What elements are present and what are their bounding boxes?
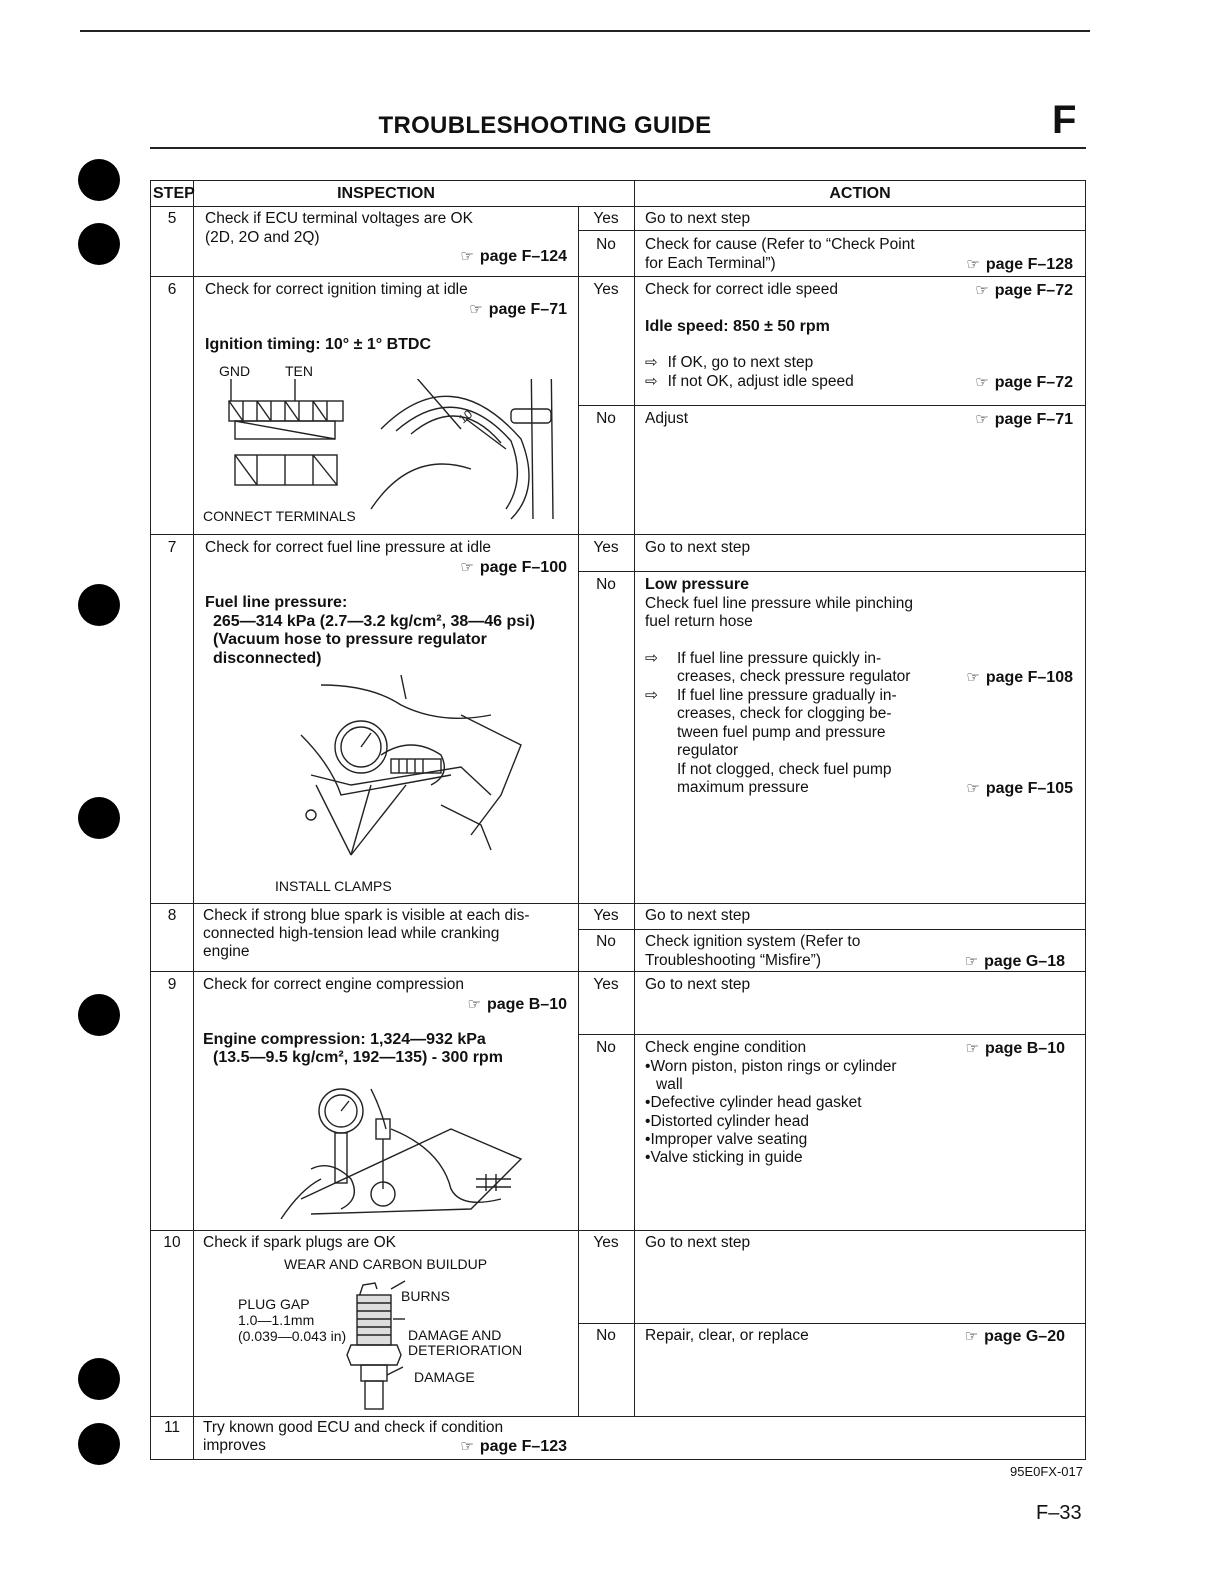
pointer-icon: ☞ bbox=[469, 301, 483, 318]
pointer-icon: ☞ bbox=[975, 411, 989, 428]
header-step: STEP bbox=[153, 185, 195, 202]
page-reference: ☞ page F–123 bbox=[460, 1438, 567, 1455]
page-title: TROUBLESHOOTING GUIDE bbox=[378, 112, 712, 139]
action-text: for Each Terminal”) bbox=[645, 255, 776, 272]
row-divider bbox=[151, 1416, 1085, 1417]
step-number: 6 bbox=[167, 281, 177, 298]
row-divider bbox=[578, 929, 1085, 930]
step-number: 7 bbox=[167, 539, 177, 556]
inspection-text: Try known good ECU and check if condition bbox=[203, 1419, 504, 1436]
figure-label: 1.0—1.1mm bbox=[238, 1312, 315, 1328]
inspection-text: Check if ECU terminal voltages are OK bbox=[205, 210, 473, 227]
spec-text: (13.5—9.5 kg/cm², 192—135) - 300 rpm bbox=[213, 1049, 503, 1066]
no-label: No bbox=[596, 1327, 616, 1344]
no-label: No bbox=[596, 1039, 616, 1056]
action-text: creases, check for clogging be- bbox=[677, 705, 892, 722]
inspection-text: engine bbox=[203, 943, 250, 960]
spec-text: Ignition timing: 10° ± 1° BTDC bbox=[205, 336, 432, 353]
figure-caption: CONNECT TERMINALS bbox=[203, 508, 356, 524]
figure-label: GND bbox=[219, 363, 251, 379]
yes-label: Yes bbox=[593, 907, 619, 924]
page-reference: ☞ page F–72 bbox=[975, 282, 1073, 299]
page-reference: ☞ page B–10 bbox=[467, 996, 567, 1013]
figure-caption: INSTALL CLAMPS bbox=[275, 878, 392, 894]
action-text: creases, check pressure regulator bbox=[677, 668, 911, 685]
action-text: Go to next step bbox=[645, 539, 751, 556]
pointer-icon: ☞ bbox=[467, 996, 481, 1013]
pointer-icon: ☞ bbox=[460, 1438, 474, 1455]
pointer-icon: ☞ bbox=[964, 953, 979, 970]
step-number: 5 bbox=[167, 210, 177, 227]
figure-code: 95E0FX-017 bbox=[1010, 1464, 1083, 1479]
title-rule bbox=[150, 147, 1086, 149]
action-text: If not clogged, check fuel pump bbox=[677, 761, 892, 778]
pointer-icon: ☞ bbox=[966, 669, 980, 686]
arrow-icon: ⇨ bbox=[645, 354, 658, 371]
action-title: Low pressure bbox=[645, 576, 750, 593]
yes-label: Yes bbox=[593, 1234, 619, 1251]
troubleshooting-table bbox=[150, 180, 1086, 1460]
page-reference: ☞ page F–108 bbox=[966, 669, 1073, 686]
figure-title: WEAR AND CARBON BUILDUP bbox=[284, 1256, 488, 1272]
inspection-text: (2D, 2O and 2Q) bbox=[205, 229, 320, 246]
step-number: 9 bbox=[167, 976, 177, 993]
row-divider bbox=[578, 1323, 1085, 1324]
row-divider bbox=[578, 1034, 1085, 1035]
action-text: Repair, clear, or replace bbox=[645, 1327, 809, 1344]
page-reference: ☞ page G–18 bbox=[964, 953, 1065, 970]
timing-mark-label: 10 bbox=[455, 406, 476, 427]
spec-text: 265—314 kPa (2.7—3.2 kg/cm², 38—46 psi) bbox=[213, 613, 535, 630]
inspection-text: improves bbox=[203, 1437, 266, 1454]
header-action: ACTION bbox=[829, 185, 891, 202]
row-divider bbox=[151, 276, 1085, 277]
page-reference: ☞ page F–105 bbox=[966, 780, 1073, 797]
list-item: •Distorted cylinder head bbox=[645, 1113, 809, 1130]
pointer-icon: ☞ bbox=[975, 282, 989, 299]
pointer-icon: ☞ bbox=[964, 1328, 979, 1345]
figure-label: (0.039—0.043 in) bbox=[238, 1328, 347, 1344]
yes-label: Yes bbox=[593, 210, 619, 227]
row-divider bbox=[151, 971, 1085, 972]
binder-hole bbox=[78, 584, 120, 626]
action-text: Go to next step bbox=[645, 976, 751, 993]
figure-label: DETERIORATION bbox=[408, 1342, 523, 1358]
binder-hole bbox=[78, 223, 120, 265]
figure-label: DAMAGE bbox=[414, 1369, 475, 1385]
action-text: fuel return hose bbox=[645, 613, 753, 630]
step-number: 8 bbox=[167, 907, 177, 924]
binder-hole bbox=[78, 797, 120, 839]
inspection-text: Check for correct engine compression bbox=[203, 976, 465, 993]
list-item: wall bbox=[656, 1076, 683, 1093]
inspection-text: Check for correct fuel line pressure at idle bbox=[205, 539, 492, 556]
step-number: 11 bbox=[163, 1419, 181, 1436]
header-inspection: INSPECTION bbox=[337, 185, 435, 202]
pointer-icon: ☞ bbox=[965, 1040, 979, 1057]
fuel-pressure-gauge-illustration bbox=[291, 675, 531, 875]
spec-text: (Vacuum hose to pressure regulator bbox=[213, 631, 487, 648]
spec-title: Fuel line pressure: bbox=[205, 594, 348, 611]
figure-label: BURNS bbox=[401, 1288, 451, 1304]
pointer-icon: ☞ bbox=[966, 780, 980, 797]
action-text: Go to next step bbox=[645, 210, 751, 227]
section-letter: F bbox=[1052, 98, 1077, 142]
figure-label: DAMAGE AND bbox=[408, 1327, 502, 1343]
spec-text: Engine compression: 1,324—932 kPa bbox=[203, 1031, 486, 1048]
action-text: Check fuel line pressure while pinching bbox=[645, 595, 913, 612]
inspection-text: connected high-tension lead while cranking bbox=[203, 925, 500, 942]
ignition-timing-illustration bbox=[221, 379, 571, 521]
figure-label: TEN bbox=[285, 363, 313, 379]
inspection-text: Check if spark plugs are OK bbox=[203, 1234, 396, 1251]
list-item: •Improper valve seating bbox=[645, 1131, 808, 1148]
action-text: maximum pressure bbox=[677, 779, 809, 796]
row-divider bbox=[578, 230, 1085, 231]
action-text: Check for cause (Refer to “Check Point bbox=[645, 236, 915, 253]
row-divider bbox=[151, 1230, 1085, 1231]
pointer-icon: ☞ bbox=[975, 374, 989, 391]
no-label: No bbox=[596, 410, 616, 427]
page-reference: ☞ page F–128 bbox=[966, 256, 1073, 273]
binder-hole bbox=[78, 994, 120, 1036]
action-text: regulator bbox=[677, 742, 739, 759]
spec-text: disconnected) bbox=[213, 650, 322, 667]
row-divider bbox=[151, 534, 1085, 535]
page-reference: ☞ page B–10 bbox=[965, 1040, 1065, 1057]
action-text: If fuel line pressure quickly in- bbox=[677, 650, 882, 667]
top-rule bbox=[80, 30, 1090, 32]
figure-label: PLUG GAP bbox=[238, 1296, 310, 1312]
action-text: Go to next step bbox=[645, 907, 751, 924]
pointer-icon: ☞ bbox=[460, 248, 474, 265]
page-reference: ☞ page G–20 bbox=[964, 1328, 1065, 1345]
action-text: If fuel line pressure gradually in- bbox=[677, 687, 897, 704]
step-number: 10 bbox=[163, 1234, 181, 1251]
no-label: No bbox=[596, 576, 616, 593]
action-text: Check engine condition bbox=[645, 1039, 807, 1056]
no-label: No bbox=[596, 933, 616, 950]
page-reference: ☞ page F–100 bbox=[460, 559, 567, 576]
action-text: tween fuel pump and pressure bbox=[677, 724, 886, 741]
pointer-icon: ☞ bbox=[460, 559, 474, 576]
action-text: Troubleshooting “Misfire”) bbox=[645, 952, 822, 969]
row-divider bbox=[578, 405, 1085, 406]
row-divider bbox=[151, 206, 1085, 207]
inspection-text: Check if strong blue spark is visible at each dis- bbox=[203, 907, 530, 924]
list-item: •Valve sticking in guide bbox=[645, 1149, 803, 1166]
action-text: Check for correct idle speed bbox=[645, 281, 838, 298]
binder-hole bbox=[78, 1423, 120, 1465]
no-label: No bbox=[596, 236, 616, 253]
row-divider bbox=[151, 903, 1085, 904]
row-divider bbox=[578, 571, 1085, 572]
arrow-icon: ⇨ bbox=[645, 650, 658, 667]
action-text: Adjust bbox=[645, 410, 689, 427]
list-item: •Defective cylinder head gasket bbox=[645, 1094, 862, 1111]
binder-hole bbox=[78, 1358, 120, 1400]
action-text: ⇨ If not OK, adjust idle speed bbox=[645, 373, 854, 390]
page-reference: ☞ page F–124 bbox=[460, 248, 567, 265]
page-reference: ☞ page F–71 bbox=[975, 411, 1073, 428]
binder-hole bbox=[78, 159, 120, 201]
yes-label: Yes bbox=[593, 976, 619, 993]
column-divider bbox=[193, 181, 194, 1459]
arrow-icon: ⇨ bbox=[645, 373, 658, 390]
list-item: •Worn piston, piston rings or cylinder bbox=[645, 1058, 897, 1075]
compression-gauge-illustration bbox=[271, 1079, 531, 1219]
page-number: F–33 bbox=[1036, 1502, 1082, 1524]
spec-text: Idle speed: 850 ± 50 rpm bbox=[645, 318, 830, 335]
pointer-icon: ☞ bbox=[966, 256, 980, 273]
arrow-icon: ⇨ bbox=[645, 687, 658, 704]
action-text: Go to next step bbox=[645, 1234, 751, 1251]
action-text: ⇨ If OK, go to next step bbox=[645, 354, 814, 371]
yes-label: Yes bbox=[593, 539, 619, 556]
yes-label: Yes bbox=[593, 281, 619, 298]
page-reference: ☞ page F–72 bbox=[975, 374, 1073, 391]
action-text: Check ignition system (Refer to bbox=[645, 933, 861, 950]
inspection-text: Check for correct ignition timing at idle bbox=[205, 281, 468, 298]
page-reference: ☞ page F–71 bbox=[469, 301, 567, 318]
